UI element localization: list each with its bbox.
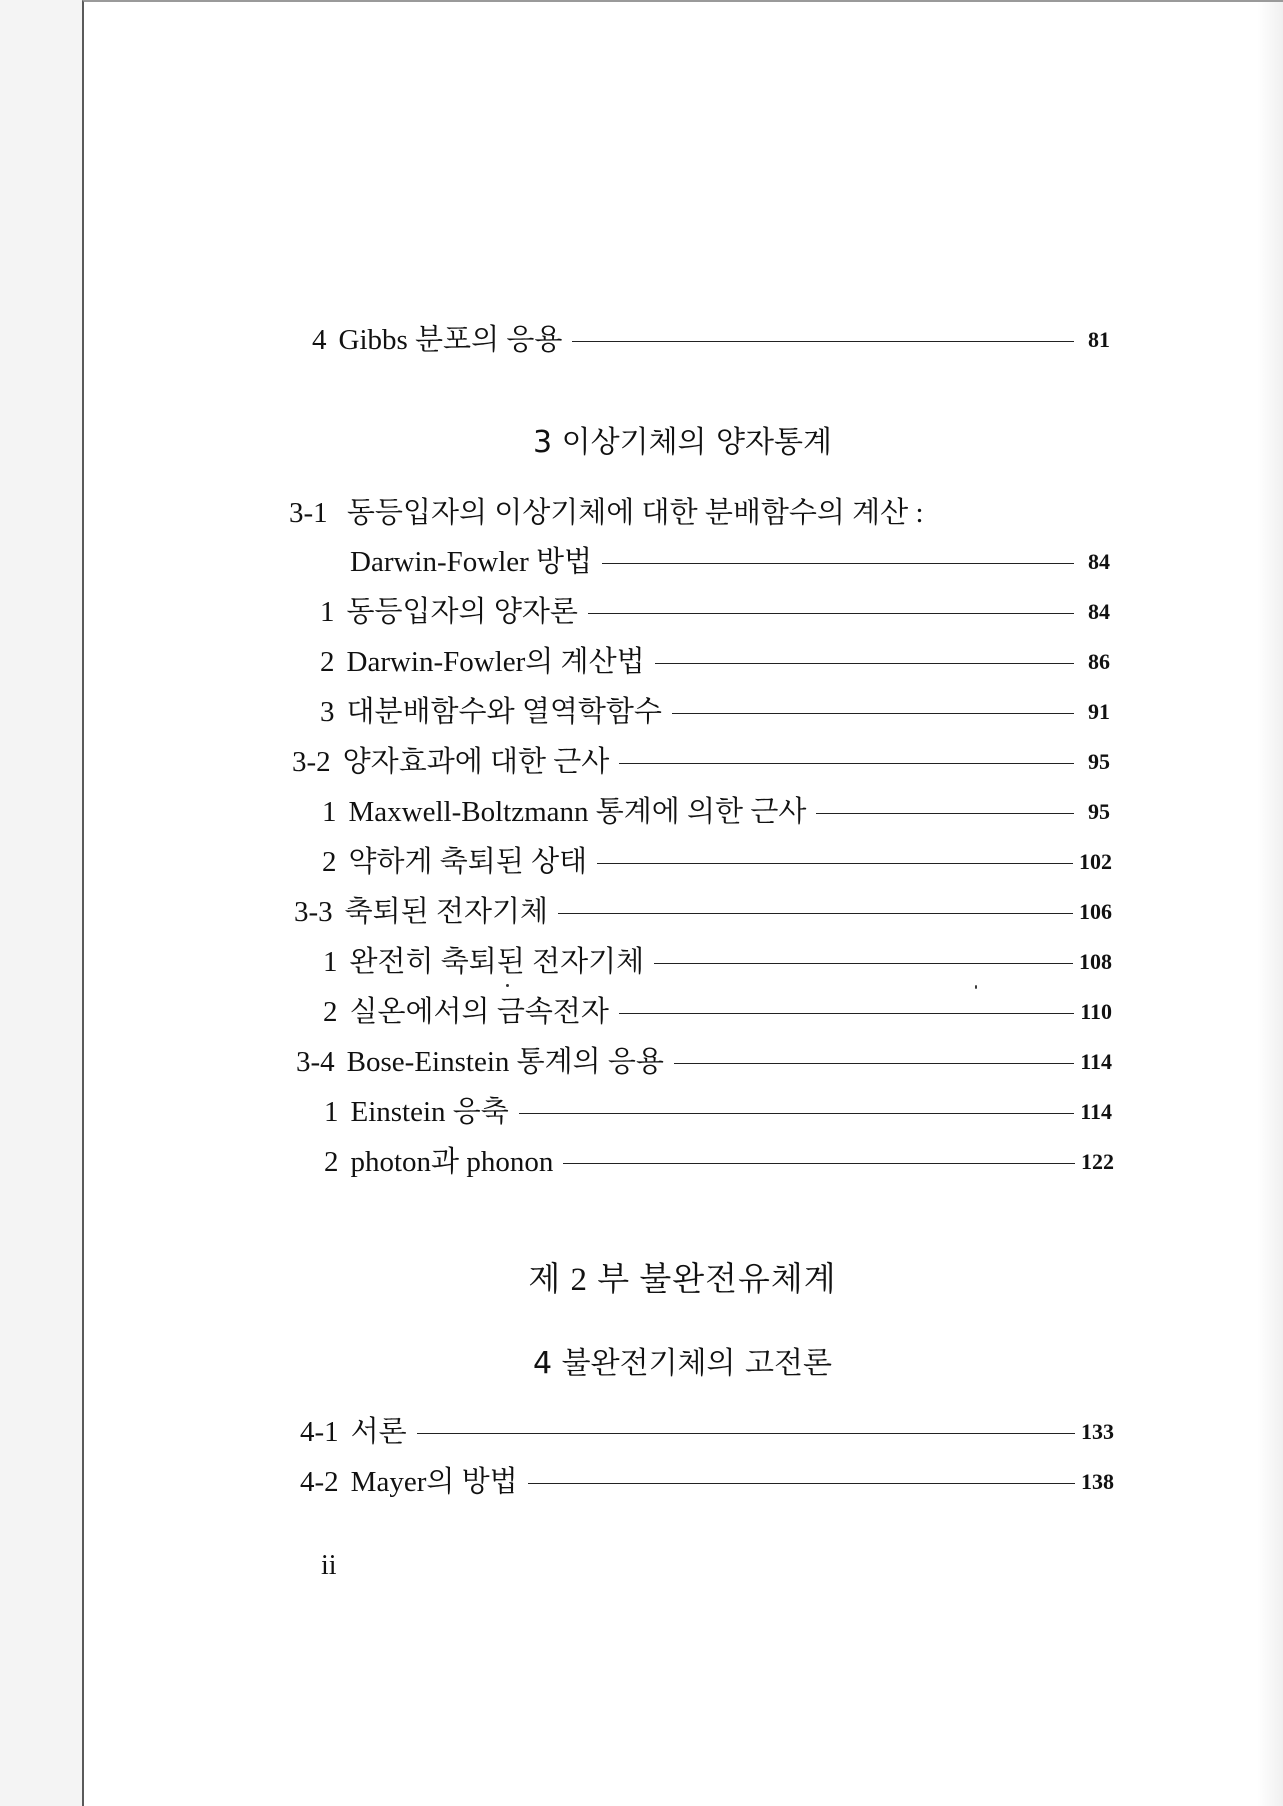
toc-section-number: 3-2 [292,746,331,778]
toc-section-3-1-title [289,490,924,531]
toc-section-4-2 [300,1460,1114,1500]
toc-entry-page: 84 [1088,599,1110,624]
toc-entry-number: 1 [323,946,338,978]
toc-leader-line [588,613,1074,614]
toc-entry-title: Maxwell-Boltzmann 통계에 의한 근사 [348,796,807,828]
toc-section-3-3 [294,890,1112,930]
toc-section-title: 양자효과에 대한 근사 [342,746,610,778]
toc-section-title: Mayer의 방법 [350,1466,518,1498]
toc-entry-page: 95 [1088,799,1110,824]
toc-entry-title: 약하게 축퇴된 상태 [348,846,588,878]
toc-leader-line [572,341,1074,342]
toc-section-4-1 [300,1410,1114,1450]
toc-leader-line [519,1113,1074,1114]
toc-leader-line [417,1433,1075,1434]
toc-entry-page: 122 [1081,1149,1114,1174]
toc-entry-page: 138 [1081,1469,1114,1494]
toc-entry-title: photon과 phonon [350,1146,554,1178]
toc-entry-number: 1 [320,596,335,628]
toc-entry-title: Darwin-Fowler의 계산법 [346,646,645,678]
toc-entry-page: 95 [1088,749,1110,774]
toc-entry-number: 4 [312,324,327,356]
toc-section-title: Bose-Einstein 통계의 응용 [346,1046,664,1078]
toc-leader-line [672,713,1074,714]
toc-leader-line [654,963,1073,964]
toc-entry-number: 1 [322,796,337,828]
print-speck [506,984,509,987]
toc-section-title: 서론 [350,1416,407,1448]
left-margin [0,0,82,1806]
toc-entry-number: 2 [323,996,338,1028]
toc-entry-number: 3 [320,696,335,728]
page-edge-shadow [1257,2,1283,1806]
toc-entry-page: 114 [1080,1049,1112,1074]
toc-section-number: 4-2 [300,1466,339,1498]
toc-entry-page: 81 [1088,327,1110,352]
toc-leader-line [558,913,1073,914]
toc-section-title: 축퇴된 전자기체 [344,896,549,928]
toc-entry-page: 108 [1079,949,1112,974]
toc-entry-page: 106 [1079,899,1112,924]
toc-entry-3-3-1 [323,940,1112,980]
toc-entry-page: 91 [1088,699,1110,724]
toc-entry-3-1-2 [320,640,1110,680]
toc-leader-line [597,863,1073,864]
toc-entry-title: 완전히 축퇴된 전자기체 [349,946,645,978]
toc-entry-number: 1 [324,1096,339,1128]
toc-entry-3-1-1 [320,590,1110,630]
toc-entry-3-2-2 [322,840,1112,880]
toc-section-number: 4-1 [300,1416,339,1448]
toc-leader-line [655,663,1074,664]
page-folio: ii [321,1550,337,1581]
toc-entry-number: 2 [320,646,335,678]
toc-entry-3-3-2 [323,990,1112,1030]
toc-section-subtitle: Darwin-Fowler 방법 [350,546,593,578]
toc-entry-page: 114 [1080,1099,1112,1124]
toc-leader-line [619,763,1074,764]
toc-leader-line [528,1483,1075,1484]
toc-entry-number: 2 [322,846,337,878]
toc-entry-title: 동등입자의 양자론 [346,596,578,628]
toc-leader-line [619,1013,1074,1014]
toc-section-number: 3-3 [294,896,333,928]
toc-entry-page: 133 [1081,1419,1114,1444]
toc-leader-line [674,1063,1074,1064]
toc-section-number: 3-1 [289,497,328,529]
toc-leader-line [563,1163,1075,1164]
toc-section-3-2 [292,740,1110,780]
toc-entry-gibbs [312,318,1110,358]
toc-leader-line [602,563,1074,564]
toc-entry-3-4-1 [324,1090,1112,1130]
toc-entry-title: Einstein 응축 [350,1096,509,1128]
toc-section-3-4 [296,1040,1112,1080]
toc-entry-number: 2 [324,1146,339,1178]
toc-entry-page: 110 [1080,999,1112,1024]
toc-entry-page: 86 [1088,649,1110,674]
toc-entry-title: Gibbs 분포의 응용 [338,324,563,356]
toc-entry-3-1-3 [320,690,1110,730]
toc-entry-title: 대분배함수와 열역학함수 [346,696,662,728]
chapter-3-heading: 3 이상기체의 양자통계 [533,425,832,460]
toc-entry-title: 실온에서의 금속전자 [349,996,609,1028]
toc-section-title: 동등입자의 이상기체에 대한 분배함수의 계산 : [346,497,924,529]
toc-entry-3-4-2 [324,1140,1114,1180]
toc-entry-page: 102 [1079,849,1112,874]
chapter-4-heading: 4 불완전기체의 고전론 [533,1346,832,1381]
print-speck [975,985,977,989]
toc-section-number: 3-4 [296,1046,335,1078]
toc-section-3-1 [350,540,1110,580]
toc-entry-3-2-1 [322,790,1110,830]
toc-leader-line [816,813,1074,814]
part-2-heading: 제 2 부 불완전유체계 [528,1262,837,1298]
toc-entry-page: 84 [1088,549,1110,574]
